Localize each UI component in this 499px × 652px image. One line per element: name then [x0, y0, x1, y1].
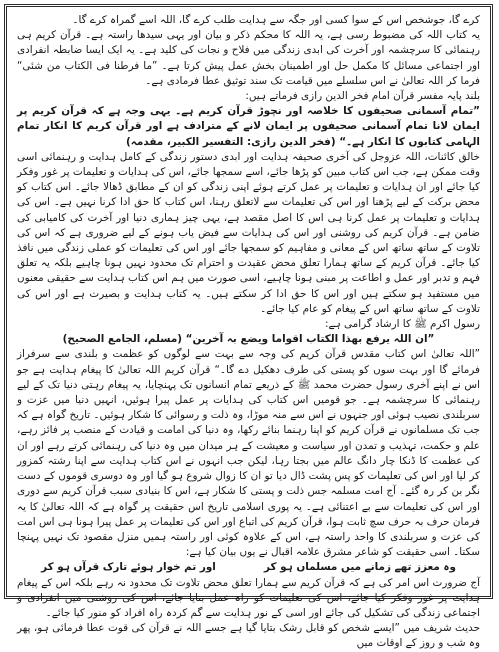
couplet-line-2: اور تم خوار ہوئے تارک قرآں ہو کر	[41, 561, 216, 574]
hadith-quote: ”ان اللہ یرفع بھذا الکتاب اقواما ویضع بہ آخرین“ (مسلم، الجامع الصحیح)	[62, 333, 435, 346]
urdu-article	[17, 13, 480, 652]
document-page	[4, 4, 493, 650]
paragraph-8: ”اللہ تعالیٰ اس کتاب مقدس قرآن کریم کی وجہ سے بہت سے لوگوں کو عظمت و بلندی سے سرفراز فرمائے گا اور بہت سوں کو پستی کی طرف دھکیل دے گا۔“ قرآن کریم اللہ تعالیٰ کا پیغام ہدایت ہے جو اس نے اپنے آخری رسول حضرت محمد ﷺ کے ذریعے تمام انسانوں تک پہنچایا، یہ پیغام رہتی دنیا تک کے لیے رہنمائی کا سرچشمہ ہے۔ جو قومیں اس کتاب کی ہدایات پر عمل پیرا ہوئیں، انہیں دنیا میں عزت و سربلندی نصیب ہوئی اور جنہوں نے اس سے منہ موڑا، وہ ذلت و رسوائی کا شکار ہوئیں۔ تاریخ گواہ ہے کہ جب تک مسلمانوں نے قرآن کریم کو اپنا رہنما بنائے رکھا، وہ دنیا کی امامت و قیادت کے منصب پر فائز رہے، علم و حکمت، تہذیب و تمدن اور سیاست و معیشت کے ہر میدان میں وہ دنیا کی رہنمائی کرتے رہے اور ان کی عظمت کا ڈنکا چار دانگ عالم میں بجتا رہا، لیکن جب انہوں نے اس کتاب ہدایت سے اپنا رشتہ کمزور کر لیا اور اس کی تعلیمات کو پس پشت ڈال دیا تو ان کا زوال شروع ہو گیا اور وہ دوسری قوموں کے دست نگر بن کر رہ گئے۔ آج امت مسلمہ جس ذلت و پستی کا شکار ہے، اس کا بنیادی سبب قرآن کریم سے دوری اور اس کی تعلیمات سے بے اعتنائی ہے۔ یہ پوری اسلامی تاریخ اس حقیقت پر گواہ ہے کہ اللہ تعالیٰ کا یہ فرمان حرف بہ حرف سچ ثابت ہوا، قرآن کریم کی اتباع اور اس کی تعلیمات پر عمل پیرا ہونا ہی اس امت کی عزت و سربلندی کا واحد راستہ ہے، اس کے علاوہ کوئی اور راستہ ہمیں منزل مقصود تک نہیں پہنچا سکتا۔ اسی حقیقت کو شاعر مشرق علامہ اقبال نے یوں بیان کیا ہے:	[17, 348, 480, 559]
couplet-line-1: وہ معزز تھے زمانے میں مسلماں ہو کر	[264, 561, 456, 574]
paragraph-1: کرے گا، جوشخص اس کے سوا کسی اور جگہ سے ہدایت طلب کرے گا، اللہ اسے گمراہ کرے گا۔	[72, 14, 480, 26]
paragraph-2: یہ کتاب اللہ کی مضبوط رسی ہے، یہ اللہ کا محکم ذکر و بیان اور یہی سیدھا راستہ ہے۔ قرآن کریم ہی رہنمائی کا سرچشمہ اور آخرت کی ابدی زندگی میں فلاح و نجات کی کلید ہے۔ یہ ایک ایسا ضابطہ انفرادی اور اجتماعی مسائل کا مکمل حل اور اطمینان بخش عمل پیش کرتا ہے۔ ”ما فرطنا فی الکتاب من شئی“ فرما کر اللہ تعالیٰ نے اس سلسلے میں قیامت تک سند توثیق عطا فرمادی ہے۔	[17, 29, 480, 87]
paragraph-3: بلند پایہ مفسر قرآن امام فخر الدین رازی فرماتے ہیں:	[245, 90, 480, 103]
paragraph-10: آج ضرورت اس امر کی ہے کہ قرآن کریم سے ہمارا تعلق محض تلاوت تک محدود نہ رہے بلکہ اس کے پیغام ہدایت پر غور وفکر کیا جائے، اس کی تعلیمات کو راہ عمل بنایا جائے، اس کی روشنی میں انفرادی و اجتماعی زندگی کی تشکیل کی جائے اور اسی کے نور ہدایت سے گم کردہ راہ افراد کو منور کیا جائے۔	[17, 576, 480, 619]
paragraph-5: خالق کائنات، اللہ عزوجل کی آخری صحیفہ ہدایت اور ابدی دستور زندگی کے کامل ہدایت و رہنمائی اسی وقت ممکن ہے، جب اس کتاب مبین کو پڑھا جائے، اسے سمجھا جائے، اس کی ہدایات و تعلیمات پر غور وفکر کیا جائے اور ان ہدایات و تعلیمات پر عمل کرتے ہوئے اپنی زندگی کو ان کے مطابق ڈھالا جائے۔ اس کتاب کو محض برکت کے لیے پڑھنا اور اس کی تعلیمات سے لاتعلق رہنا، اس کتاب کا حق ادا کرنا نہیں ہے۔ اس کی ہدایات و تعلیمات پر عمل کرنا ہی اس کا اصل مقصد ہے، یہی چیز ہماری دنیا اور آخرت کی کامیابی کی ضامن ہے۔ قرآن کریم کی روشنی اور اس کی ہدایات سے فیض یاب ہونے کے لیے ضروری ہے کہ اس کی تلاوت کے ساتھ ساتھ اس کے معانی و مفاہیم کو سمجھا جائے اور اس کی تعلیمات کو عملی زندگی میں نافذ کیا جائے۔ قرآن کریم کے ساتھ ہمارا تعلق محض عقیدت و احترام تک محدود نہیں ہونا چاہیے بلکہ یہ تعلق فہم و تدبر اور عمل و اطاعت پر مبنی ہونا چاہیے، اسی صورت میں ہم اس کتاب ہدایت سے حقیقی معنوں میں مستفید ہو سکتے ہیں اور اس کا حق ادا کر سکتے ہیں۔ یہ کتاب ہدایت و بصیرت ہے اور اس کی تلاوت کے ساتھ ساتھ اس کے پیغام کو عام کیا جائے۔	[17, 150, 480, 315]
iqbal-couplet	[17, 560, 480, 575]
paragraph-6: رسول اکرم ﷺ کا ارشاد گرامی ہے:	[325, 318, 480, 331]
paragraph-11: حدیث شریف میں ”ایسے شخص کو قابل رشک بتایا گیا ہے جسے اللہ نے قرآن کی قوت عطا فرمائی ہو، پھر وہ شب و روز کے اوقات میں	[17, 622, 480, 650]
quote-razi: ”تمام آسمانی صحیفوں کا خلاصہ اور نچوڑ قرآن کریم ہے۔ یہی وجہ ہے کہ قرآن کریم پر ایمان لانا تمام آسمانی صحیفوں پر ایمان لانے کے مترادف ہے اور قرآن کریم کا انکار تمام الہامی کتابوں کا انکار ہے۔“ (فخر الدین رازی: التفسیر الکبیر، مقدمہ)	[17, 105, 480, 148]
